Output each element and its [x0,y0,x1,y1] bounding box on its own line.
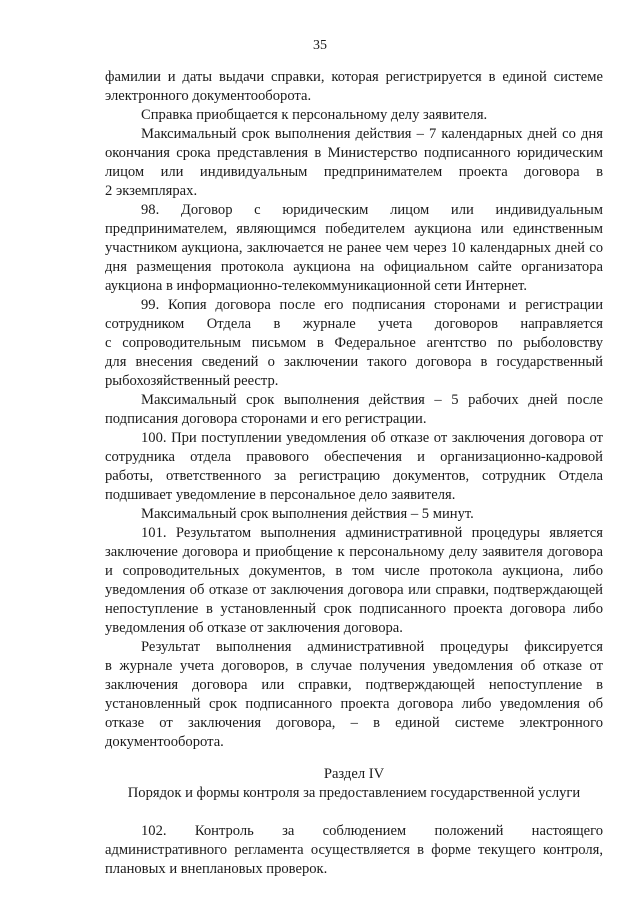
final-text-block [105,822,603,879]
text-line: 99. Копия договора после его подписания сторонами и регистрации [141,297,603,313]
text-line: 100. При поступлении уведомления об отказе от заключения договора от [141,430,603,446]
text-line: подписания договора сторонами и его регистрации. [105,411,427,427]
text-line: сотрудником Отдела в журнале учета договоров направляется [105,316,603,332]
spacer [105,803,603,822]
text-line: работы, ответственного за регистрацию документов, сотрудник Отдела [105,468,603,484]
text-line: подшивает уведомление в персональное дело заявителя. [105,487,456,503]
text-line: заключение договора и приобщение к персональному делу заявителя договора [105,544,603,560]
text-line: Максимальный срок выполнения действия – 5 рабочих дней после [141,392,603,408]
main-text-block [105,68,603,752]
text-line: с сопроводительным письмом в Федеральное агентство по рыболовству [105,335,603,351]
text-line: в журнале учета договоров, в случае получения уведомления об отказе от [105,658,603,674]
text-line: заключения договора или справки, подтверждающей непоступление в [105,677,603,693]
text-line: 98. Договор с юридическим лицом или индивидуальным [141,202,603,218]
text-line: сотрудника отдела правового обеспечения и организационно-кадровой [105,449,603,465]
text-line: лицом или индивидуальным предпринимателем проекта договора в [105,164,603,180]
text-line: плановых и внеплановых проверок. [105,861,328,877]
text-line: Справка приобщается к персональному делу заявителя. [141,107,488,123]
text-line: окончания срока представления в Министерство подписанного юридическим [105,145,603,161]
text-line: и сопроводительных документов, в том числе протокола аукциона, либо [105,563,603,579]
text-line: фамилии и даты выдачи справки, которая регистрируется в единой системе [105,69,603,85]
text-line: предпринимателем, являющимся победителем аукциона или единственным [105,221,603,237]
text-line: уведомления об отказе от заключения договора. [105,620,403,636]
text-line: 101. Результатом выполнения административной процедуры является [141,525,603,541]
text-line: административного регламента осуществляется в форме текущего контроля, [105,842,603,858]
text-line: непоступление в установленный срок подписанного проекта договора либо [105,601,603,617]
text-line: участником аукциона, заключается не ранее чем через 10 календарных дней со [105,240,603,256]
body-text [105,68,603,879]
text-line: документооборота. [105,734,224,750]
spacer [105,752,603,765]
text-line: Максимальный срок выполнения действия – 7 календарных дней со дня [141,126,603,142]
text-line: дня размещения протокола аукциона на официальном сайте организатора [105,259,603,275]
text-line: электронного документооборота. [105,88,312,104]
text-line: Результат выполнения административной процедуры фиксируется [141,639,603,655]
text-line: 102. Контроль за соблюдением положений настоящего [141,823,603,839]
text-line: уведомления об отказе от заключения договора или справки, подтверждающей [105,582,603,598]
text-line: отказе от заключения договора, – в единой системе электронного [105,715,603,731]
page-number: 35 [313,38,327,53]
section-heading: Раздел IV [323,766,385,782]
text-line: установленный срок подписанного проекта договора либо уведомления об [105,696,603,712]
section-title: Порядок и формы контроля за предоставлением государственной услуги [127,785,581,801]
text-line: аукциона в информационно-телекоммуникационной сети Интернет. [105,278,527,294]
text-line: рыбохозяйственный реестр. [105,373,279,389]
text-line: 2 экземплярах. [105,183,198,199]
text-line: Максимальный срок выполнения действия – 5 минут. [141,506,474,522]
text-line: для внесения сведений о заключении такого договора в государственный [105,354,603,370]
